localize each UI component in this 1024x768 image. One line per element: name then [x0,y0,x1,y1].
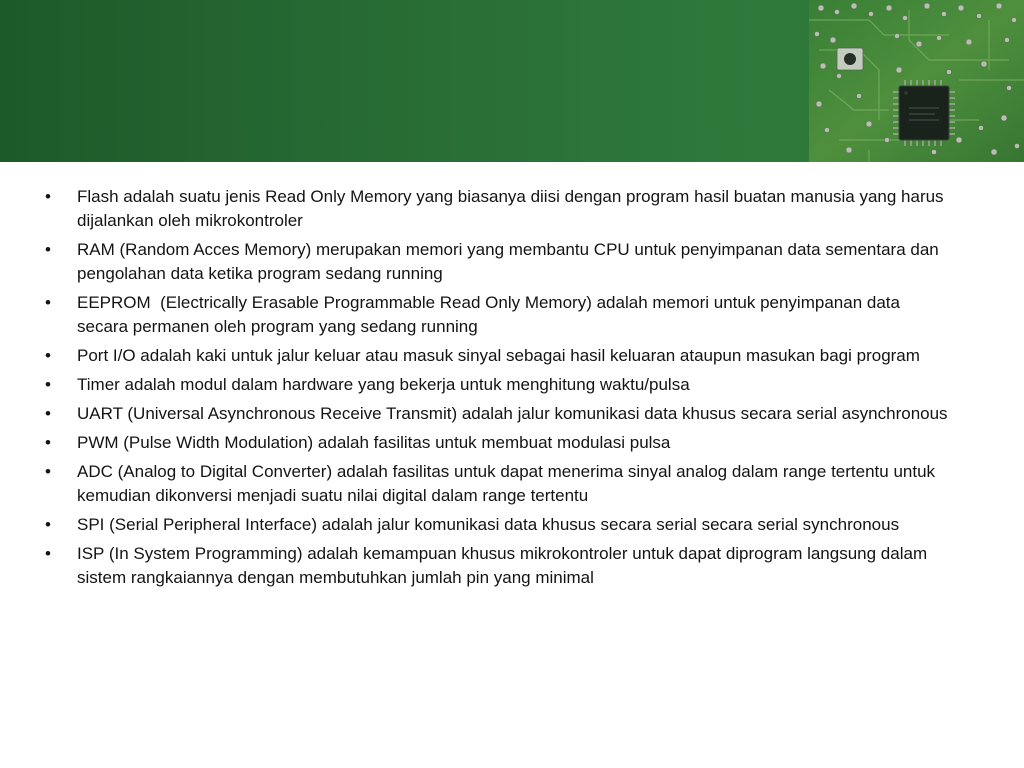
bullet-icon: • [45,462,51,481]
content-area [30,185,950,595]
bullet-text: Flash adalah suatu jenis Read Only Memory yang biasanya diisi dengan program hasil buatan manusia yang harus dijalankan oleh mikrokontroler [77,187,944,230]
bullet-icon: • [45,544,51,563]
bullet-text: UART (Universal Asynchronous Receive Transmit) adalah jalur komunikasi data khusus secara serial asynchronous [77,404,948,423]
bullet-text: ISP (In System Programming) adalah kemampuan khusus mikrokontroler untuk dapat diprogram langsung dalam sistem rangkaiannya dengan membutuhkan jumlah pin yang minimal [77,544,928,587]
bullet-icon: • [45,293,51,312]
bullet-item-flash [30,185,950,233]
bullet-item-adc [30,460,950,508]
bullet-item-isp [30,542,950,590]
bullet-list [30,185,950,590]
header-band [0,0,1024,162]
bullet-icon: • [45,346,51,365]
circuit-board-image [809,0,1024,162]
bullet-icon: • [45,515,51,534]
bullet-icon: • [45,404,51,423]
bullet-item-timer [30,373,950,397]
bullet-item-eeprom [30,291,950,339]
bullet-text: RAM (Random Acces Memory) merupakan memori yang membantu CPU untuk penyimpanan data sementara dan pengolahan data ketika program sedang running [77,240,939,283]
bullet-item-port-io [30,344,950,368]
bullet-item-pwm [30,431,950,455]
bullet-icon: • [45,187,51,206]
bullet-text: Timer adalah modul dalam hardware yang bekerja untuk menghitung waktu/pulsa [77,375,690,394]
bullet-icon: • [45,375,51,394]
bullet-icon: • [45,240,51,259]
bullet-text: Port I/O adalah kaki untuk jalur keluar atau masuk sinyal sebagai hasil keluaran ataupun masukan bagi program [77,346,920,365]
bullet-item-ram [30,238,950,286]
bullet-item-uart [30,402,950,426]
bullet-text: SPI (Serial Peripheral Interface) adalah jalur komunikasi data khusus secara serial secara serial synchronous [77,515,900,534]
bullet-item-spi [30,513,950,537]
bullet-icon: • [45,433,51,452]
bullet-text: EEPROM (Electrically Erasable Programmable Read Only Memory) adalah memori untuk penyimpanan data secara permanen oleh program yang sedang running [77,293,905,336]
bullet-text: ADC (Analog to Digital Converter) adalah fasilitas untuk dapat menerima sinyal analog dalam range tertentu untuk kemudian dikonversi menjadi suatu nilai digital dalam range tertentu [77,462,936,505]
bullet-text: PWM (Pulse Width Modulation) adalah fasilitas untuk membuat modulasi pulsa [77,433,671,452]
